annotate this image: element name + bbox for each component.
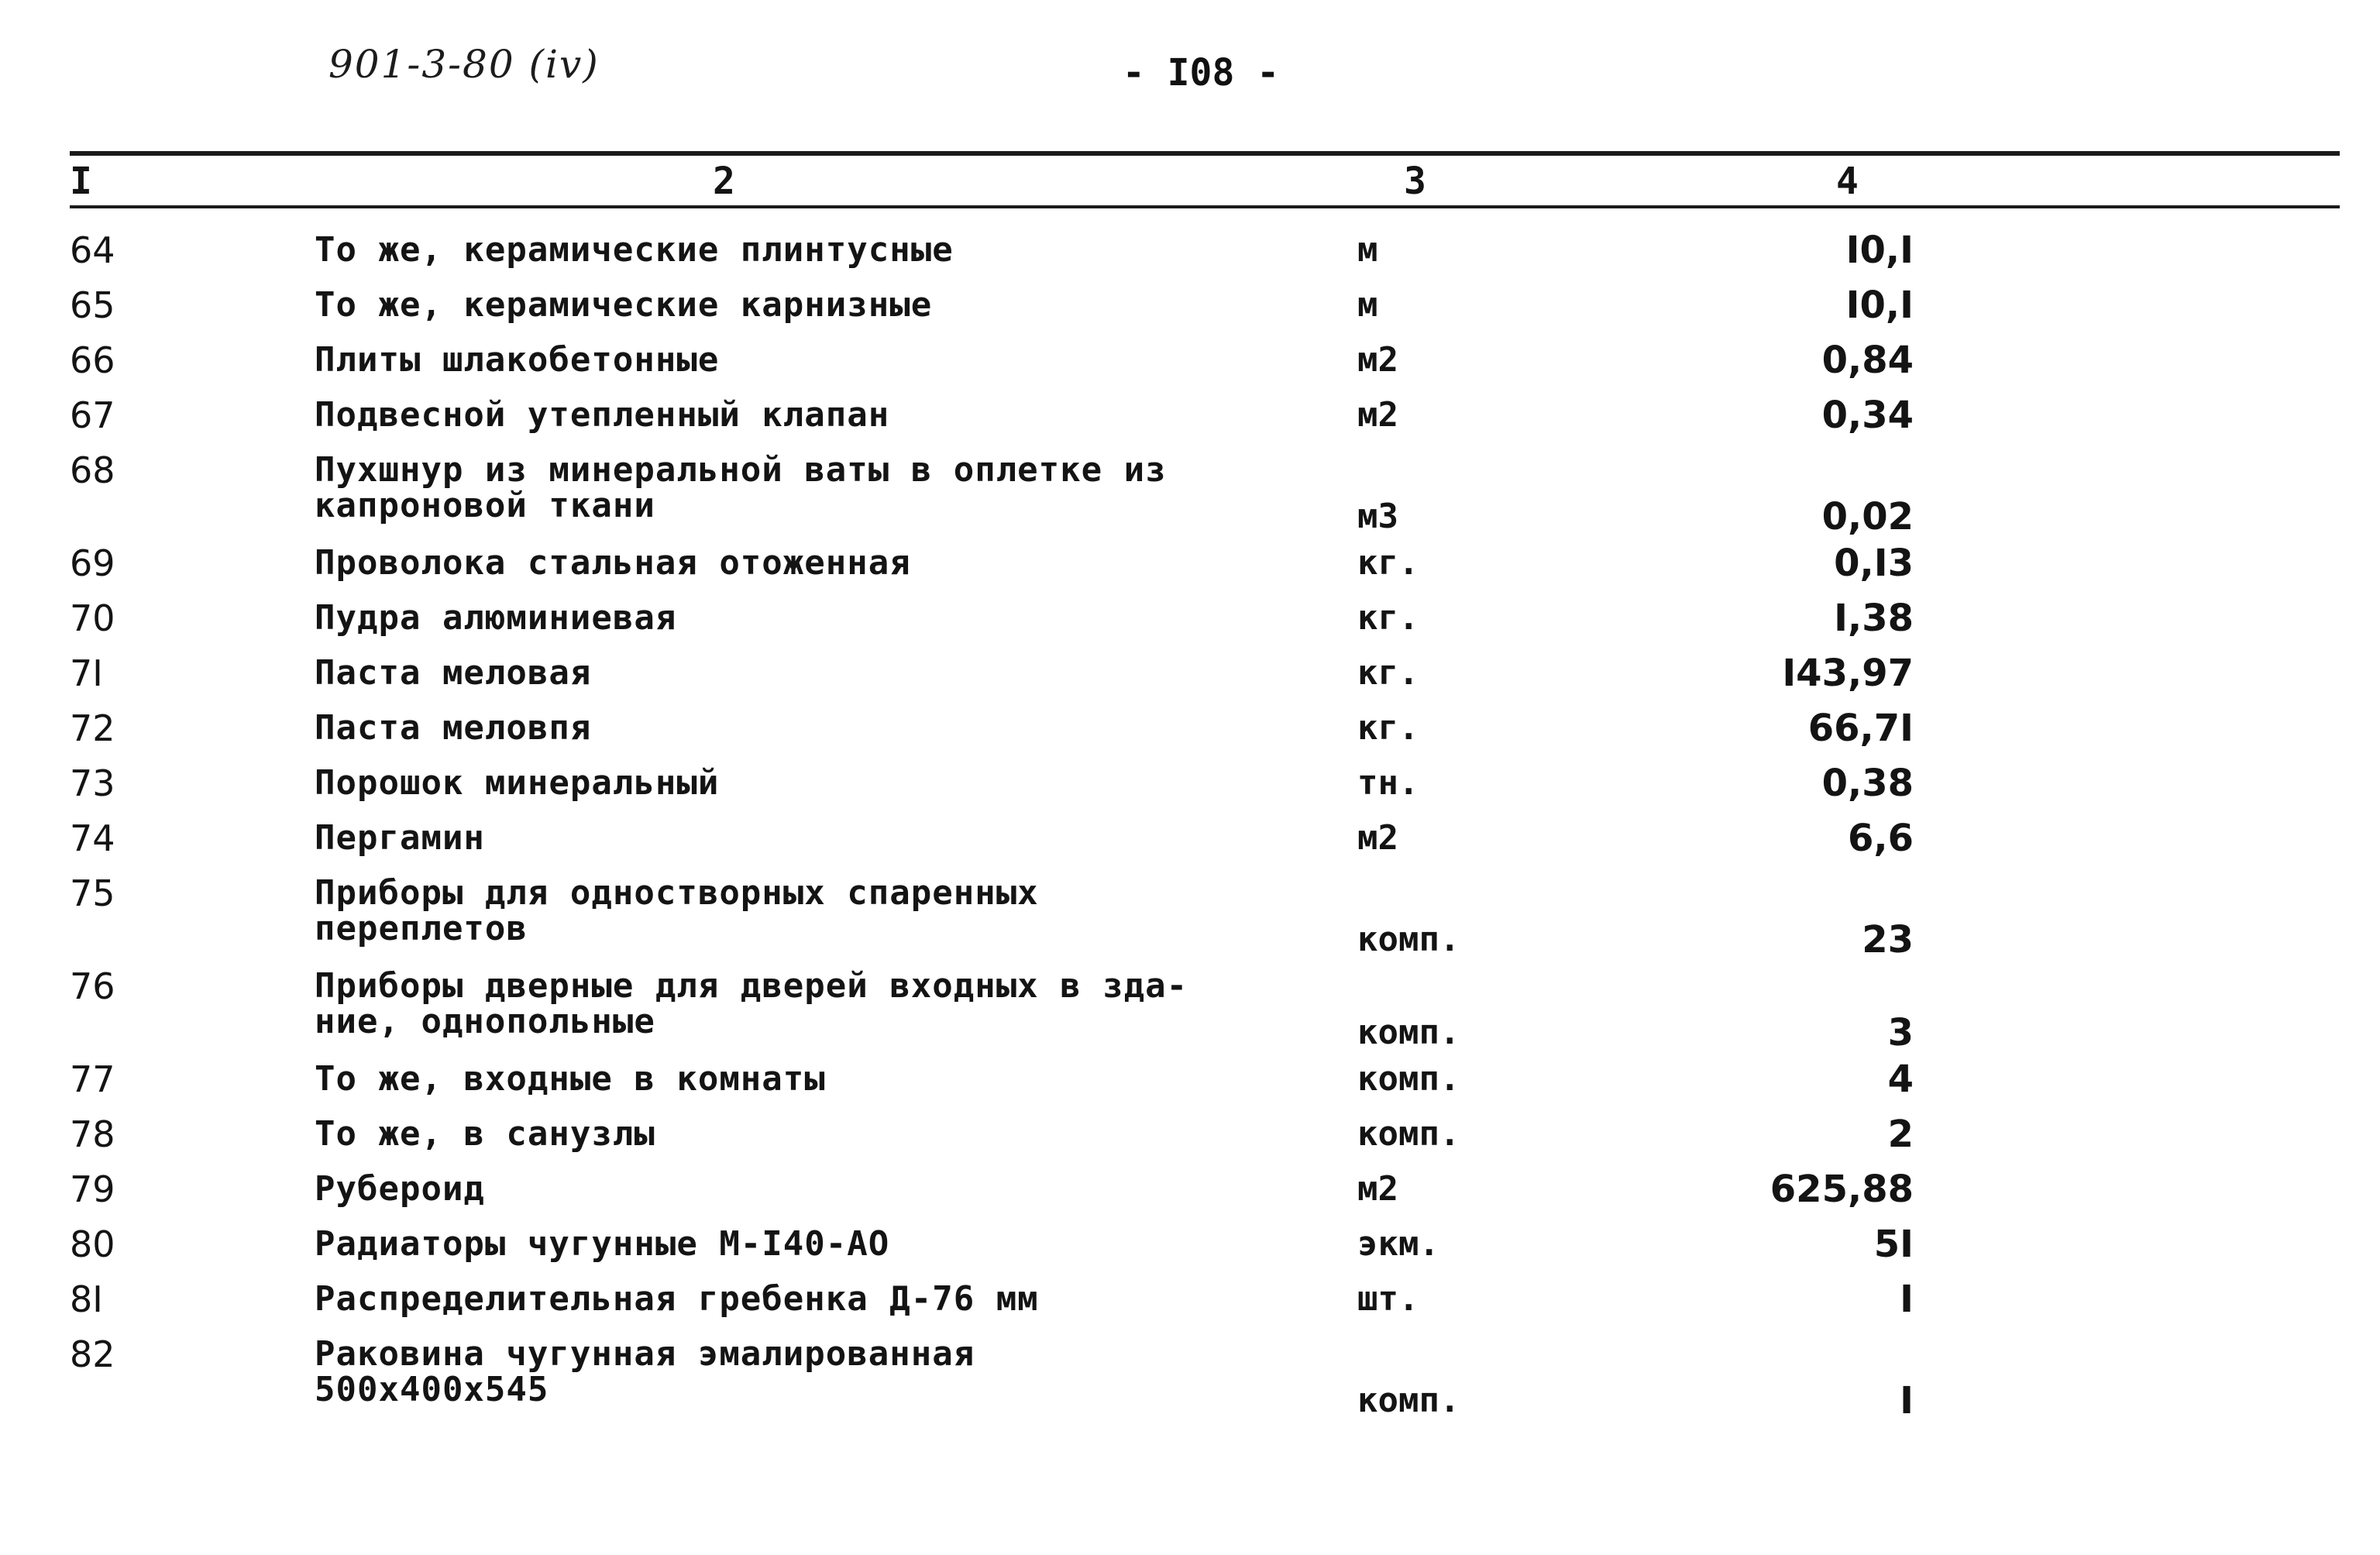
item-unit: м2: [1357, 340, 1398, 380]
item-name: [315, 600, 1322, 636]
row-number: 77: [70, 1058, 115, 1100]
item-name: [315, 232, 1322, 268]
item-quantity: 4: [1887, 1058, 1914, 1101]
table-row: [0, 965, 2380, 1061]
page-number: - I08 -: [1122, 51, 1280, 95]
table-row: [0, 1223, 2380, 1281]
row-number: 79: [70, 1168, 115, 1210]
item-name: [315, 545, 1322, 581]
item-name: [315, 1334, 1322, 1409]
item-unit: экм.: [1357, 1224, 1439, 1264]
row-number: 82: [70, 1333, 115, 1375]
row-number: 80: [70, 1223, 115, 1265]
item-quantity: 0,02: [1821, 495, 1914, 538]
item-unit: кг.: [1357, 543, 1419, 583]
item-name: [315, 1061, 1322, 1097]
row-number: 73: [70, 762, 115, 804]
item-name-line: Радиаторы чугунные М-I40-АО: [315, 1224, 890, 1264]
column-header-4: 4: [1836, 160, 1859, 203]
item-quantity: 3: [1887, 1011, 1914, 1054]
item-quantity: I,38: [1834, 597, 1914, 640]
item-name: [315, 1281, 1322, 1317]
item-name-line: Приборы дверные для дверей входных в зда-: [315, 966, 1188, 1006]
item-name: [315, 342, 1322, 378]
column-header-3: 3: [1404, 160, 1426, 203]
item-name-line: Плиты шлакобетонные: [315, 340, 720, 380]
item-name: [315, 287, 1322, 323]
item-unit: м2: [1357, 1169, 1398, 1209]
item-quantity: 0,84: [1821, 339, 1914, 382]
row-number: 67: [70, 394, 115, 436]
item-unit: кг.: [1357, 708, 1419, 748]
row-number: 69: [70, 542, 115, 584]
table-row: [0, 284, 2380, 342]
item-name: [315, 655, 1322, 691]
item-unit: кг.: [1357, 598, 1419, 638]
item-name-line: Пергамин: [315, 818, 485, 858]
item-unit: м3: [1357, 497, 1398, 536]
item-name: [315, 873, 1322, 948]
table-row: [0, 872, 2380, 968]
row-number: 78: [70, 1113, 115, 1155]
item-unit: кг.: [1357, 653, 1419, 693]
item-name-line: Паста меловая: [315, 653, 592, 693]
table-body: [0, 229, 2380, 1472]
item-name: [315, 765, 1322, 801]
item-unit: м2: [1357, 395, 1398, 435]
item-quantity: I0,I: [1845, 284, 1914, 327]
item-quantity: I0,I: [1845, 229, 1914, 272]
item-name-line: Рубероид: [315, 1169, 485, 1209]
item-name: [315, 397, 1322, 433]
item-name-line: Проволока стальная отоженная: [315, 543, 911, 583]
item-quantity: 0,38: [1821, 762, 1914, 805]
item-name-line: 500х400х545: [315, 1370, 549, 1409]
item-unit: комп.: [1357, 1013, 1460, 1052]
table-row: [0, 1168, 2380, 1226]
item-name-line: Пухшнур из минеральной ваты в оплетке из: [315, 450, 1167, 490]
item-name: [315, 1226, 1322, 1262]
table-row: [0, 1058, 2380, 1116]
column-header-2: 2: [713, 160, 735, 203]
item-name-line: Пудра алюминиевая: [315, 598, 677, 638]
table-row: [0, 1333, 2380, 1429]
item-name: [315, 1116, 1322, 1152]
row-number: 68: [70, 449, 115, 491]
row-number: 65: [70, 284, 115, 326]
item-name-line: ние, однопольные: [315, 1002, 655, 1041]
item-quantity: 2: [1887, 1113, 1914, 1156]
row-number: 76: [70, 965, 115, 1007]
item-unit: шт.: [1357, 1279, 1419, 1319]
item-unit: комп.: [1357, 920, 1460, 959]
table-row: [0, 339, 2380, 397]
table-header: [0, 160, 2380, 203]
item-name-line: переплетов: [315, 909, 528, 948]
item-name-line: То же, в санузлы: [315, 1114, 655, 1154]
item-name: [315, 818, 1322, 858]
table-row: [0, 652, 2380, 710]
row-number: 72: [70, 707, 115, 749]
table-row: [0, 817, 2380, 876]
item-name-line: Раковина чугунная эмалированная: [315, 1334, 975, 1374]
item-quantity: 0,I3: [1834, 542, 1914, 585]
row-number: 70: [70, 597, 115, 639]
column-header-1: I: [70, 160, 92, 203]
item-quantity: 625,88: [1770, 1168, 1914, 1211]
item-unit: м: [1357, 230, 1378, 270]
table-row: [0, 229, 2380, 287]
table-row: [0, 1113, 2380, 1171]
item-name-line: капроновой ткани: [315, 486, 655, 525]
item-unit: м2: [1357, 818, 1398, 858]
item-name-line: То же, керамические карнизные: [315, 285, 933, 325]
item-name-line: Распределительная гребенка Д-76 мм: [315, 1279, 1039, 1319]
item-quantity: 0,34: [1821, 394, 1914, 437]
row-number: 8I: [70, 1278, 103, 1320]
item-quantity: I: [1900, 1379, 1914, 1423]
item-quantity: 6,6: [1847, 817, 1914, 860]
item-unit: комп.: [1357, 1114, 1460, 1154]
item-name-line: Приборы для одностворных спаренных: [315, 873, 1039, 913]
item-quantity: 5I: [1873, 1223, 1914, 1266]
row-number: 64: [70, 229, 115, 271]
item-name-line: Паста меловпя: [315, 708, 592, 748]
item-quantity: 23: [1862, 918, 1914, 962]
item-quantity: 66,7I: [1807, 707, 1914, 750]
row-number: 66: [70, 339, 115, 381]
table-row: [0, 394, 2380, 452]
item-unit: комп.: [1357, 1059, 1460, 1099]
item-name-line: Порошок минеральный: [315, 763, 720, 803]
item-name-line: То же, входные в комнаты: [315, 1059, 826, 1099]
table-row: [0, 1278, 2380, 1337]
row-number: 75: [70, 872, 115, 914]
document-code: 901-3-80 (iv): [328, 42, 600, 87]
item-name: [315, 968, 1322, 1040]
row-number: 7I: [70, 652, 103, 694]
item-unit: комп.: [1357, 1381, 1460, 1420]
table-header-rule: [70, 205, 2340, 208]
item-name-line: Подвесной утепленный клапан: [315, 395, 890, 435]
table-row: [0, 542, 2380, 600]
table-row: [0, 762, 2380, 821]
item-name: [315, 710, 1322, 746]
table-row: [0, 449, 2380, 545]
table-row: [0, 707, 2380, 765]
item-quantity: I43,97: [1782, 652, 1914, 695]
item-name: [315, 452, 1322, 524]
item-name-line: То же, керамические плинтусные: [315, 230, 954, 270]
table-row: [0, 597, 2380, 655]
item-quantity: I: [1900, 1278, 1914, 1321]
table-top-rule: [70, 151, 2340, 156]
item-name: [315, 1171, 1322, 1207]
row-number: 74: [70, 817, 115, 859]
item-unit: м: [1357, 285, 1378, 325]
item-unit: тн.: [1357, 763, 1419, 803]
